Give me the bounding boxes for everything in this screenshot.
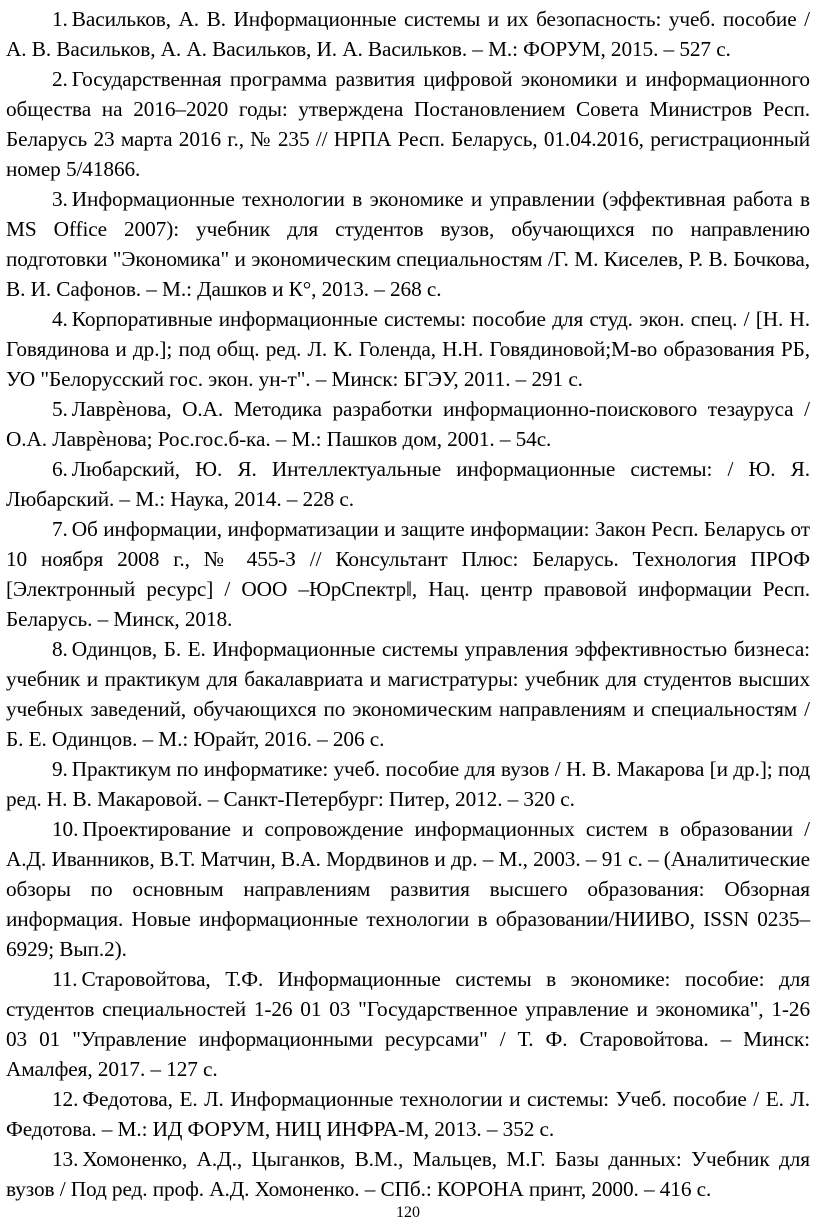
reference-text: Информационные технологии в экономике и управлении (эффективная работа в MS Office 2007): учебник для студентов вузов, обучающихся по направлению подготовки "Экономика" и экономическим специальностям /Г. М. Киселев, Р. В. Бочкова, В. И. Сафонов. – М.: Дашков и К°, 2013. – 268 с. bbox=[6, 187, 810, 301]
reference-text: Любарский, Ю. Я. Интеллектуальные информационные системы: / Ю. Я. Любарский. – М.: Наука, 2014. – 228 с. bbox=[6, 457, 810, 511]
reference-item-7 bbox=[6, 514, 810, 634]
reference-item-12 bbox=[6, 1084, 810, 1144]
reference-item-4 bbox=[6, 304, 810, 394]
reference-item-10 bbox=[6, 814, 810, 964]
reference-text: Лаврѐнова, О.А. Методика разработки информационно-поискового тезауруса / О.А. Лаврѐнова; Рос.гос.б-ка. – М.: Пашков дом, 2001. – 54с. bbox=[6, 397, 810, 451]
reference-item-3 bbox=[6, 184, 810, 304]
reference-number: 1. bbox=[52, 7, 68, 31]
reference-list bbox=[6, 4, 810, 1204]
reference-number: 13. bbox=[52, 1147, 79, 1171]
reference-number: 6. bbox=[52, 457, 68, 481]
reference-number: 4. bbox=[52, 307, 68, 331]
reference-item-1 bbox=[6, 4, 810, 64]
reference-item-2 bbox=[6, 64, 810, 184]
reference-text: Об информации, информатизации и защите информации: Закон Респ. Беларусь от 10 ноября 2008 г., № 455-З // Консультант Плюс: Беларусь. Технология ПРОФ [Электронный ресурс] / ООО ‒ЮрСпектр‖, Нац. центр правовой информации Респ. Беларусь. – Минск, 2018. bbox=[6, 517, 810, 631]
reference-text: Государственная программа развития цифровой экономики и информационного общества на 2016–2020 годы: утверждена Постановлением Совета Министров Респ. Беларусь 23 марта 2016 г., № 235 // НРПА Респ. Беларусь, 01.04.2016, регистрационный номер 5/41866. bbox=[6, 67, 810, 181]
reference-number: 10. bbox=[52, 817, 79, 841]
reference-number: 5. bbox=[52, 397, 68, 421]
reference-item-13 bbox=[6, 1144, 810, 1204]
reference-number: 12. bbox=[52, 1087, 79, 1111]
reference-number: 7. bbox=[52, 517, 68, 541]
reference-item-6 bbox=[6, 454, 810, 514]
reference-text: Хомоненко, А.Д., Цыганков, В.М., Мальцев, М.Г. Базы данных: Учебник для вузов / Под ред. проф. А.Д. Хомоненко. – СПб.: КОРОНА принт, 2000. – 416 с. bbox=[6, 1147, 810, 1201]
reference-text: Практикум по информатике: учеб. пособие для вузов / Н. В. Макарова [и др.]; под ред. Н. В. Макаровой. – Санкт-Петербург: Питер, 2012. – 320 с. bbox=[6, 757, 810, 811]
reference-item-5 bbox=[6, 394, 810, 454]
reference-text: Федотова, Е. Л. Информационные технологии и системы: Учеб. пособие / Е. Л. Федотова. – М.: ИД ФОРУМ, НИЦ ИНФРА-М, 2013. – 352 с. bbox=[6, 1087, 810, 1141]
reference-text: Проектирование и сопровождение информационных систем в образовании / А.Д. Иванников, В.Т. Матчин, В.А. Мордвинов и др. – М., 2003. – 91 с. – (Аналитические обзоры по основным направлениям развития высшего образования: Обзорная информация. Новые информационные технологии в образовании/НИИВО, ISSN 0235–6929; Вып.2). bbox=[6, 817, 810, 961]
reference-number: 2. bbox=[52, 67, 68, 91]
reference-item-11 bbox=[6, 964, 810, 1084]
reference-number: 11. bbox=[52, 967, 78, 991]
reference-text: Одинцов, Б. Е. Информационные системы управления эффективностью бизнеса: учебник и практикум для бакалавриата и магистратуры: учебник для студентов высших учебных заведений, обучающихся по экономическим направлениям и специальностям / Б. Е. Одинцов. – М.: Юрайт, 2016. – 206 с. bbox=[6, 637, 810, 751]
reference-text: Корпоративные информационные системы: пособие для студ. экон. спец. / [Н. Н. Говядинова и др.]; под общ. ред. Л. К. Голенда, Н.Н. Говядиновой;М-во образования РБ, УО "Белорусский гос. экон. ун-т". – Минск: БГЭУ, 2011. – 291 с. bbox=[6, 307, 810, 391]
reference-number: 9. bbox=[52, 757, 68, 781]
reference-item-9 bbox=[6, 754, 810, 814]
document-page bbox=[6, 4, 810, 1204]
reference-number: 3. bbox=[52, 187, 68, 211]
page-number: 120 bbox=[396, 1204, 420, 1221]
reference-item-8 bbox=[6, 634, 810, 754]
reference-text: Старовойтова, Т.Ф. Информационные системы в экономике: пособие: для студентов специальностей 1-26 01 03 "Государственное управление и экономика", 1-26 03 01 "Управление информационными ресурсами" / Т. Ф. Старовойтова. – Минск: Амалфея, 2017. – 127 с. bbox=[6, 967, 810, 1081]
reference-text: Васильков, А. В. Информационные системы и их безопасность: учеб. пособие / А. В. Васильков, А. А. Васильков, И. А. Васильков. – М.: ФОРУМ, 2015. – 527 с. bbox=[6, 7, 810, 61]
reference-number: 8. bbox=[52, 637, 68, 661]
